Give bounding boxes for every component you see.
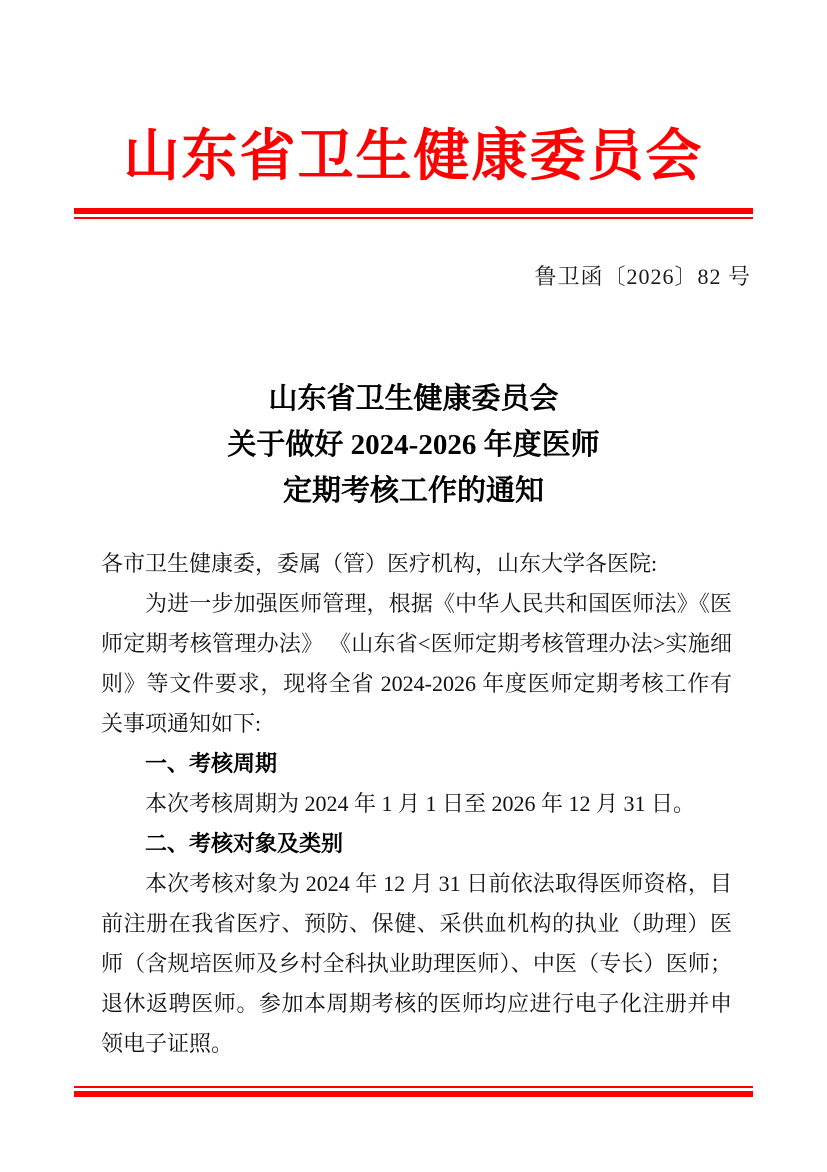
notice-title-line-1: 山东省卫生健康委员会: [268, 383, 559, 415]
notice-title: [0, 376, 827, 514]
notice-title-line-3: 定期考核工作的通知: [282, 475, 544, 507]
notice-title-line-2: 关于做好 2024-2026 年度医师: [227, 429, 600, 461]
rule-thin-bar: [74, 217, 753, 219]
salutation-line: 各市卫生健康委，委属（管）医疗机构，山东大学各医院:: [101, 551, 658, 576]
footer-double-rule: [74, 1086, 753, 1097]
section-2-paragraph: 本次考核对象为 2024 年 12 月 31 日前依法取得医师资格，目前注册在我省医疗、预防、保健、采供血机构的执业（助理）医师（含规培医师及乡村全科执业助理医师）、中医（专长）医师；退休返聘医师。参加本周期考核的医师均应进行电子化注册并申领电子证照。: [101, 871, 732, 1056]
letterhead-agency-title: 山东省卫生健康委员会: [123, 126, 704, 188]
rule-thick-bar: [74, 1091, 753, 1097]
section-heading-1: 一、考核周期: [145, 751, 278, 776]
section-heading-2: 二、考核对象及类别: [145, 831, 344, 856]
document-number: 鲁卫函〔2026〕82 号: [534, 264, 751, 289]
intro-paragraph: 为进一步加强医师管理，根据《中华人民共和国医师法》《医师定期考核管理办法》 《山东省<医师定期考核管理办法>实施细则》等文件要求，现将全省 2024-2026 年度医师定期考核工作有关事项通知如下:: [101, 591, 732, 736]
letterhead-double-rule: [74, 208, 753, 219]
section-1-paragraph: 本次考核周期为 2024 年 1 月 1 日至 2026 年 12 月 31 日。: [145, 791, 696, 816]
notice-body: [101, 544, 732, 1064]
